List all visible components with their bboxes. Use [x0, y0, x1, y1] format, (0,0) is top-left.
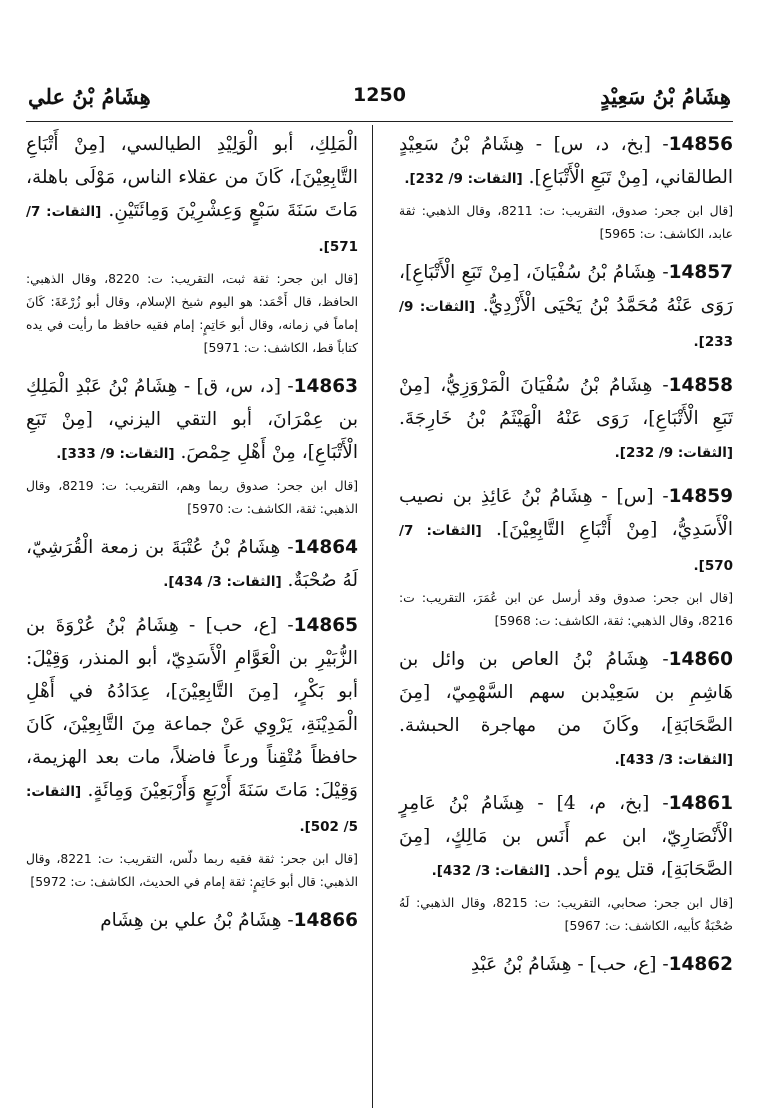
thiqat-ref: [الثقات: 7/ 571]. — [26, 204, 358, 255]
entry-number: 14858 — [668, 375, 733, 396]
entry-text: 14857- هِشَامُ بْنُ سُفْيَانَ، [مِنْ تَبَعِ الْأَتْبَاعِ]، رَوَى عَنْهُ مُحَمَّدُ بْنُ يَحْيَى الْأَزْدِيُّ. [الثقات: 9/ 233]. — [399, 262, 733, 350]
entry-text: 14858- هِشَامُ بْنُ سُفْيَانَ الْمَرْوَزِيُّ، [مِنْ تَبَعِ الْأَتْبَاعِ]، رَوَى عَنْهُ الْهَيْثَمُ بْنُ خَارِجَةَ. [الثقات: 9/ 232]. — [399, 375, 733, 461]
entry-text: 14859- [س] - هِشَامُ بْنُ عَائِذِ بن نصيب الْأَسَدِيُّ، [مِنْ أَتْبَاعِ التَّابِعِيْنَ]. [الثقات: 7/ 570]. — [399, 486, 733, 574]
running-title-left: هِشَامُ بْنُ علي — [28, 84, 151, 109]
running-title-right: هِشَامُ بْنُ سَعِيْدٍ — [600, 84, 731, 109]
thiqat-ref: [الثقات: 9/ 233]. — [399, 299, 733, 350]
entry-number: 14859 — [668, 486, 733, 507]
entry-text: 14866- هِشَامُ بْنُ علي بن هِشَام — [100, 910, 358, 931]
entry-text: 14865- [ع، حب] - هِشَامُ بْنُ عُرْوَةَ بن الزُّبَيْرِ بن الْعَوَّامِ الْأَسَدِيّ، أبو المنذر، وَقِيْلَ: أبو بَكْرٍ، [مِنَ التَّابِعِيْنَ]، عِدَادُهُ في أَهْلِ الْمَدِيْنَةِ، يَرْوِي عَنْ جماعة مِنَ التَّابِعِيْنَ، كَانَ حافظاً مُتْقِناً ورعاً فاضلاً، مات بعد الهزيمة، وَقِيْلَ: مَاتَ سَنَةَ أَرْبَعٍ وَأَرْبَعِيْنَ وَمِائَةٍ. [الثقات: 5/ 502]. — [26, 615, 358, 835]
right-column — [399, 128, 733, 991]
thiqat-ref: [الثقات: 3/ 433]. — [614, 752, 733, 768]
entry-text: 14856- [بخ، د، س] - هِشَامُ بْنُ سَعِيْدٍ الطالقاني، [مِنْ تَبَعِ الْأَتْبَاعِ]. [الثقات: 9/ 232]. — [399, 134, 733, 188]
entry-14859 — [399, 480, 733, 633]
entry-14865 — [26, 609, 358, 894]
entry-number: 14857 — [668, 262, 733, 283]
left-column — [26, 128, 358, 947]
thiqat-ref: [الثقات: 7/ 570]. — [399, 523, 733, 574]
entry-14862-continued — [26, 128, 358, 360]
entry-note: [قال ابن جحر: صدوق ربما وهم، التقريب: ت: 8219، وقال الذهبي: ثقة، الكاشف: ت: 5970] — [26, 479, 358, 516]
entry-14862 — [399, 948, 733, 981]
thiqat-ref: [الثقات: 3/ 432]. — [431, 863, 551, 879]
entry-14861 — [399, 787, 733, 938]
entry-note: [قال ابن جحر: ثقة ثبت، التقريب: ت: 8220، وقال الذهبي: الحافظ، قال أَحْمَد: هو اليوم شيخ الإسلام، وقال أبو زُرْعَةَ: كَانَ إماماً في زمانه، وقال أبو حَاتِمٍ: إمام فقيه حافظ ما رأيت في يده كتاباً قط، الكاشف: ت: 5971] — [26, 272, 358, 355]
entry-14863 — [26, 370, 358, 521]
page-number: 1250 — [353, 84, 406, 106]
column-divider — [372, 125, 373, 1108]
thiqat-ref: [الثقات: 9/ 333]. — [56, 446, 175, 462]
entry-14857 — [399, 256, 733, 359]
entry-text: 14864- هِشَامُ بْنُ عُتْبَةَ بن زمعة الْقُرَشِيّ، لَهُ صُحْبَةٌ. [الثقات: 3/ 434]. — [26, 537, 358, 591]
entry-note: [قال ابن جحر: صحابي، التقريب: ت: 8215، وقال الذهبي: لَهُ صُحْبَةٌ كأبيه، الكاشف: ت: 5967] — [399, 896, 733, 933]
entry-number: 14860 — [668, 649, 733, 670]
entry-number: 14865 — [293, 615, 358, 636]
entry-text: الْمَلِكِ، أبو الْوَلِيْدِ الطيالسي، [مِنْ أَتْبَاعِ التَّابِعِيْنَ]، كَانَ من عقلاء الناس، مَوْلَى باهلة، مَاتَ سَنَةَ سَبْعٍ وَعِشْرِيْنَ وَمِائَتَيْنِ. [الثقات: 7/ 571]. — [26, 134, 358, 255]
entry-number: 14864 — [293, 537, 358, 558]
entry-14864 — [26, 531, 358, 599]
entry-text: 14860- هِشَامُ بْنُ العاص بن وائل بن هَاشِمِ بن سَعِيْدبن سهم السَّهْمِيّ، [مِنَ الصَّحَابَةِ]، وكَانَ من مهاجرة الحبشة. [الثقات: 3/ 433]. — [399, 649, 733, 768]
entry-note: [قال ابن جحر: ثقة فقيه ربما دلّس، التقريب: ت: 8221، وقال الذهبي: قال أبو حَاتِمٍ: ثقة إمام في الحديث، الكاشف: ت: 5972] — [26, 852, 358, 889]
entry-note: [قال ابن جحر: صدوق، التقريب: ت: 8211، وقال الذهبي: ثقة عابد، الكاشف: ت: 5965] — [399, 204, 734, 241]
thiqat-ref: [الثقات: 5/ 502]. — [26, 784, 358, 835]
thiqat-ref: [الثقات: 9/ 232]. — [404, 171, 523, 187]
entry-number: 14856 — [668, 134, 733, 155]
entry-text: 14862- [ع، حب] - هِشَامُ بْنُ عَبْدِ — [470, 954, 733, 975]
entry-14856 — [399, 128, 733, 246]
entry-14866 — [26, 904, 358, 937]
thiqat-ref: [الثقات: 9/ 232]. — [614, 445, 733, 461]
thiqat-ref: [الثقات: 3/ 434]. — [163, 574, 282, 590]
entry-number: 14866 — [293, 910, 358, 931]
entry-number: 14863 — [293, 376, 358, 397]
entry-text: 14863- [د، س، ق] - هِشَامُ بْنُ عَبْدِ الْمَلِكِ بن عِمْرَانَ، أبو التقي اليزني، [مِنْ تَبَعِ الْأَتْبَاعِ]، مِنْ أَهْلِ حِمْصَ. [الثقات: 9/ 333]. — [26, 376, 358, 463]
entry-number: 14862 — [668, 954, 733, 975]
entry-text: 14861- [بخ، م، 4] - هِشَامُ بْنُ عَامِرٍ الْأَنْصَارِيّ، ابن عم أَنَس بن مَالِكٍ، [مِنَ الصَّحَابَةِ]، قتل يوم أحد. [الثقات: 3/ 432]. — [399, 793, 733, 880]
entry-14858 — [399, 369, 733, 470]
page-header — [28, 82, 731, 114]
entry-number: 14861 — [668, 793, 733, 814]
entry-14860 — [399, 643, 733, 777]
entry-note: [قال ابن جحر: صدوق وقد أرسل عن ابن عُمَرَ، التقريب: ت: 8216، وقال الذهبي: ثقة، الكاشف: ت: 5968] — [399, 591, 733, 628]
header-rule — [26, 121, 733, 122]
